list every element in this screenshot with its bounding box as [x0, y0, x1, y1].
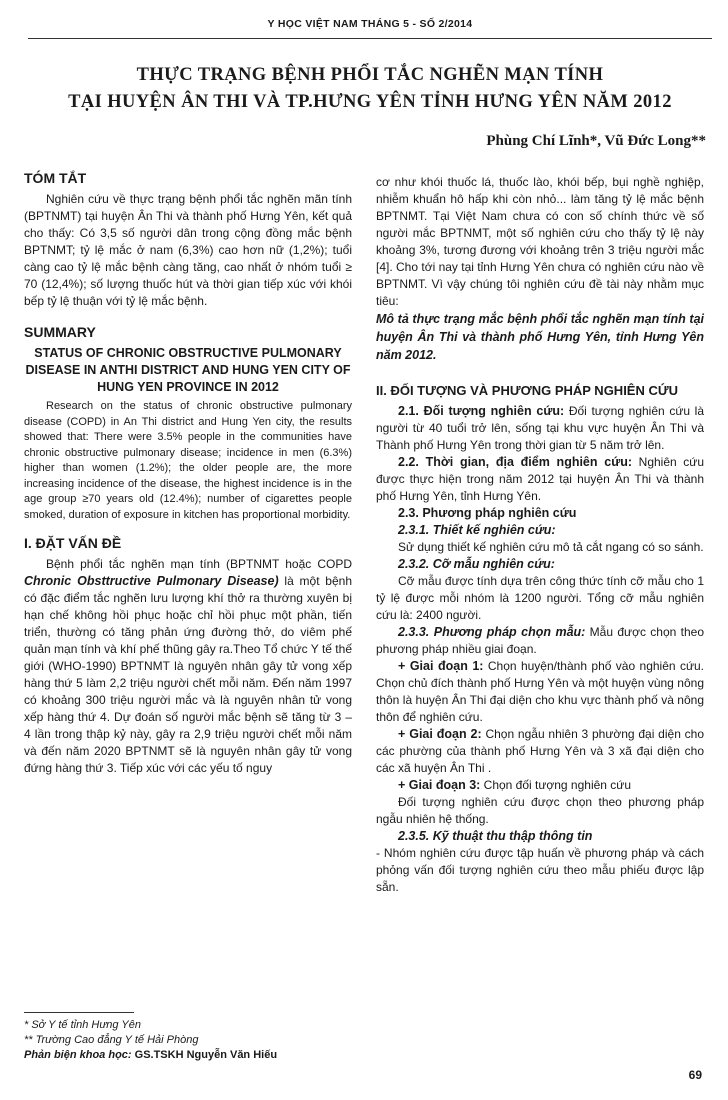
summary-text: Research on the status of chronic obstructive pulmonary disease (COPD) in An Thi district and Hung Yen city, the results showed that: There were 3.5% people in the communities have chronic obstructive pulmonary disease; incidence in men (6.3%) higher than women (1.2%); the older people are, the more increasing incidence of the disease, the highest incidence is in the age group ≥70 years old (12.4%); number of cigarettes people smoked, duration of exposure in kitchen has proportional morbidity.	[24, 400, 352, 521]
section-2-3-5-text: - Nhóm nghiên cứu được tập huấn về phương pháp và cách phỏng vấn đối tượng nghiên cứu theo mẫu phiếu được lập sẵn.	[376, 846, 704, 894]
stage-2-label: + Giai đoạn 2:	[398, 727, 482, 741]
section-2-3-3	[376, 624, 704, 658]
intro-paragraph	[24, 556, 352, 777]
section-2-1	[376, 403, 704, 454]
study-objective: Mô tả thực trạng mắc bệnh phổi tắc nghẽn mạn tính tại huyện Ân Thi và thành phố Hưng Yên, tỉnh Hưng Yên năm 2012.	[376, 312, 704, 362]
stage-2	[376, 726, 704, 777]
title-line-2: TẠI HUYỆN ÂN THI VÀ TP.HƯNG YÊN TỈNH HƯNG YÊN NĂM 2012	[68, 92, 672, 112]
intro-text-b: là một bệnh có đặc điểm tắc nghẽn lưu lượng khí thở ra thường xuyên bị hạn chế không hồi phục hoặc chỉ hồi phục một phần, tiến triển, thường có tăng phản ứng đường thở, do viêm phế quản mạn tính và khí phế thũng gây ra.Theo Tổ chức Y tế thế giới (WHO-1990) BPTNMT là nguyên nhân gây tử vong xếp hàng thứ 5 làm 2,2 triệu người chết mỗi năm. Đến năm 1997 có khoảng 300 triệu người mắc và là nguyên nhân tử vong xếp hàng thứ 4. Dự đoán số người mắc bệnh sẽ tăng từ 3 – 4 lần trong thập kỷ này, gây ra 2,9 triệu người chết mỗi năm và đến năm 2020 BPTNMT sẽ là nguyên nhân gây tử vong đứng hàng thứ 3. Tiếp xúc với các yếu tố nguy	[24, 574, 352, 775]
reviewer	[24, 1048, 354, 1063]
stage-1-text: Chọn huyện/thành phố vào nghiên cứu. Chọn chủ đích thành phố Hưng Yên và một huyện vùng nông thôn là huyện Ân Thi đại diện cho khu vực thành phố và nông thôn để nghiên cứu.	[376, 659, 705, 724]
reviewer-name: GS.TSKH Nguyễn Văn Hiếu	[131, 1049, 278, 1061]
stage-2-text: Chọn ngẫu nhiên 3 phường đại diện cho các phường của thành phố Hưng Yên và 3 xã đại diện cho các xã huyện Ân Thi .	[376, 727, 704, 775]
stage-3-label: + Giai đoạn 3:	[398, 778, 481, 792]
authors: Phùng Chí Lĩnh*, Vũ Đức Long**	[486, 133, 706, 149]
stage-3	[376, 777, 704, 794]
section-2-3-2-text: Cỡ mẫu được tính dựa trên công thức tính cỡ mẫu cho 1 tỷ lệ được mỗi nhóm là 1200 người. Tổng cỡ mẫu nghiên cứu là: 2400 người.	[376, 574, 704, 622]
section-2-3-1-label: 2.3.1. Thiết kế nghiên cứu:	[398, 523, 556, 537]
intro-continued: cơ như khói thuốc lá, thuốc lào, khói bếp, bụi nghề nghiệp, nhiễm khuẩn hô hấp khi còn nhỏ... làm tăng tỷ lệ mắc bệnh BPTNMT. Tại Việt Nam chưa có con số chính thức về số người mắc BPTNMT, một số nghiên cứu cho thấy tỷ lệ này khoảng 3%, tương đương với khoảng trên 3 triệu người mắc [4]. Cho tới nay tại tỉnh Hưng Yên chưa có nghiên cứu nào về BPTNMT. Vì vậy chúng tôi nghiên cứu đề tài này nhằm mục tiêu:	[376, 175, 704, 308]
abstract-vi-text: Nghiên cứu về thực trạng bệnh phổi tắc nghẽn mãn tính (BPTNMT) tại huyện Ân Thi và thành phố Hưng Yên, kết quả cho thấy: Có 3,5 số người dân trong cộng đồng mắc bệnh BPTNMT; tỷ lệ mắc ở nam (6,3%) cao hơn nữ (1,2%); tuổi càng cao tỷ lệ mắc bệnh càng tăng, cao nhất ở nhóm tuổi ≥ 70 (12,4%); số lượng thuốc hút và thời gian tiếp xúc với khói bếp tỷ lệ thuận với tỷ lệ mắc bệnh.	[24, 192, 352, 308]
section-2-2-label: 2.2. Thời gian, địa điểm nghiên cứu:	[398, 455, 633, 469]
stage-1-label: + Giai đoạn 1:	[398, 659, 484, 673]
section-2-3-5-label: 2.3.5. Kỹ thuật thu thập thông tin	[398, 829, 593, 843]
footnotes	[24, 1018, 354, 1063]
stage-3-text: Chọn đối tượng nghiên cứu	[480, 778, 632, 792]
section-2-3-5	[376, 828, 704, 845]
intro-text-a: Bệnh phổi tắc nghẽn mạn tính (BPTNMT hoặc COPD	[46, 557, 352, 571]
reviewer-label: Phản biện khoa học:	[24, 1049, 132, 1061]
section-2-2-text: Nghiên cứu được thực hiện trong năm 2012 tại huyện Ân Thi và thành phố Hưng Yên, tỉnh Hưng Yên.	[376, 455, 704, 503]
section-2-3-1	[376, 522, 704, 539]
stage-3-detail: Đối tượng nghiên cứu được chọn theo phương pháp ngẫu nhiên hệ thống.	[376, 795, 704, 826]
summary-heading: SUMMARY	[24, 324, 96, 340]
section-2-1-label: 2.1. Đối tượng nghiên cứu:	[398, 404, 565, 418]
methods-heading: II. ĐỐI TƯỢNG VÀ PHƯƠNG PHÁP NGHIÊN CỨU	[376, 383, 679, 398]
left-column	[24, 170, 352, 777]
article-title	[40, 62, 700, 116]
intro-english-term: Chronic Obsttructive Pulmonary Disease)	[24, 574, 279, 588]
intro-heading: I. ĐẶT VẤN ĐỀ	[24, 535, 122, 551]
section-2-3-2	[376, 556, 704, 573]
footnote-1: * Sở Y tế tỉnh Hưng Yên	[24, 1019, 141, 1031]
section-2-3-2-label: 2.3.2. Cỡ mẫu nghiên cứu:	[398, 557, 555, 571]
page-number: 69	[688, 1068, 702, 1082]
section-2-2	[376, 454, 704, 505]
right-column	[376, 174, 704, 896]
title-line-1: THỰC TRẠNG BỆNH PHỔI TẮC NGHẼN MẠN TÍNH	[136, 65, 604, 85]
section-2-3-label: 2.3. Phương pháp nghiên cứu	[398, 506, 577, 520]
abstract-vi-heading: TÓM TẮT	[24, 170, 87, 186]
footnote-2: ** Trường Cao đẳng Y tế Hải Phòng	[24, 1034, 199, 1046]
header-divider	[28, 38, 712, 39]
summary-title: STATUS OF CHRONIC OBSTRUCTIVE PULMONARY DISEASE IN ANTHI DISTRICT AND HUNG YEN CITY OF HUNG YEN PROVINCE IN 2012	[25, 346, 351, 394]
section-2-3-3-text: Mẫu được chọn theo phương pháp nhiều giai đoạn.	[376, 625, 704, 656]
journal-header: Y HỌC VIỆT NAM THÁNG 5 - SỐ 2/2014	[267, 18, 473, 30]
footnote-divider	[24, 1012, 134, 1013]
section-2-3	[376, 505, 704, 522]
section-2-3-3-label: 2.3.3. Phương pháp chọn mẫu:	[398, 625, 586, 639]
section-2-3-1-text: Sử dụng thiết kế nghiên cứu mô tả cắt ngang có so sánh.	[398, 540, 704, 554]
stage-1	[376, 658, 704, 726]
section-2-1-text: Đối tượng nghiên cứu là người từ 40 tuổi trở lên, sống tại khu vực huyện Ân Thi và Thành phố Hưng Yên trong thời gian từ 5 năm trở lên.	[376, 404, 704, 452]
